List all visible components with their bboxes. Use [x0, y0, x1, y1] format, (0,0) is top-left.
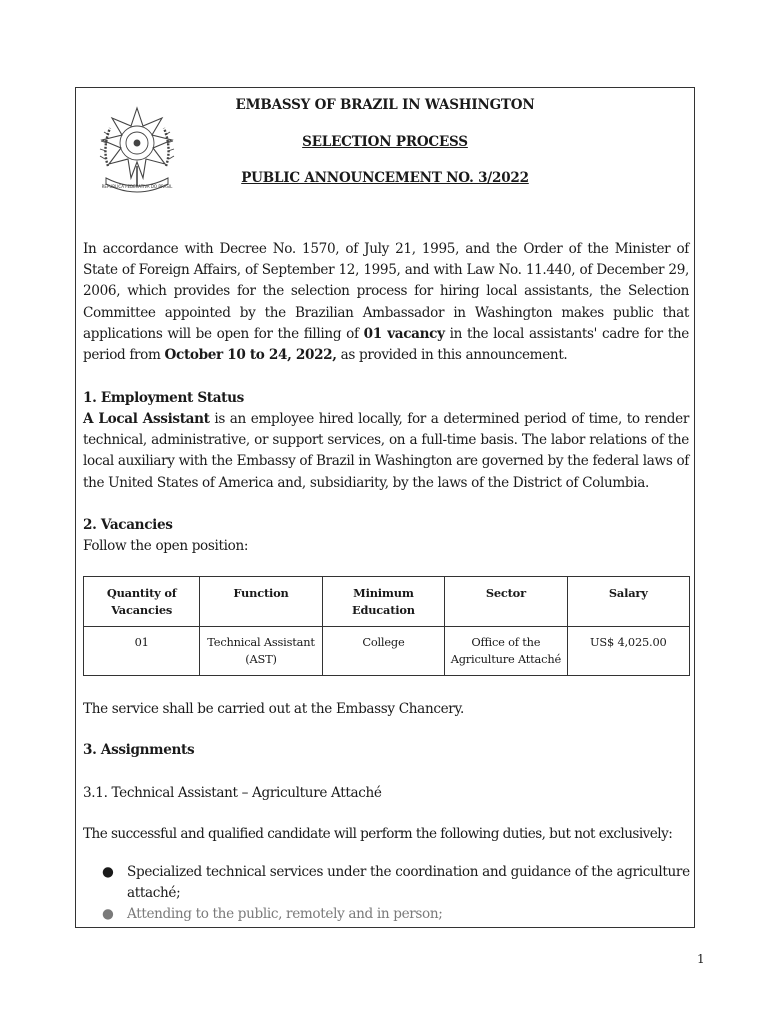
- seal-motto: REPUBLICA FEDERATIVA DO BRASIL: [101, 184, 173, 189]
- cell-salary: US$ 4,025.00: [567, 627, 689, 676]
- vacancies-subtitle: Follow the open position:: [83, 538, 249, 554]
- employment-status-paragraph: A Local Assistant is an employee hired locally, for a determined period of time, to render technical, administrative, or support services, on a full-time basis. The labor relations of the local auxiliary with the Embassy of Brazil in Washington are governed by the federal laws of the United States of America and, subsidiarity, by the laws of the District of Columbia.: [83, 411, 689, 491]
- page-number: 1: [697, 952, 705, 966]
- col-sector: Sector: [445, 577, 567, 627]
- intro-paragraph: In accordance with Decree No. 1570, of July 21, 1995, and the Order of the Minister of State of Foreign Affairs, of September 12, 1995, and with Law No. 11.440, of December 29, 2006, which provides for the selection process for hiring local assistants, the Selection Committee appointed by the Brazilian Ambassador in Washington makes public that applications will be open for the filling of 01 vacancy in the local assistants' cadre for the period from October 10 to 24, 2022, as provided in this announcement.: [83, 241, 689, 364]
- duties-list: [100, 862, 690, 926]
- cell-education: College: [322, 627, 444, 676]
- col-quantity: Quantity of Vacancies: [84, 577, 200, 627]
- bullet-icon: ●: [102, 864, 114, 880]
- coat-of-arms-seal: [96, 104, 178, 194]
- subsection-3-1-heading: 3.1. Technical Assistant – Agriculture Attaché: [83, 785, 382, 801]
- cell-quantity: 01: [84, 627, 200, 676]
- embassy-title: EMBASSY OF BRAZIL IN WASHINGTON: [235, 97, 535, 113]
- section-2-heading: 2. Vacancies: [83, 517, 173, 533]
- list-item: ● Specialized technical services under the coordination and guidance of the agriculture attaché;: [102, 864, 690, 902]
- application-period: October 10 to 24, 2022,: [164, 347, 337, 364]
- service-location: The service shall be carried out at the Embassy Chancery.: [83, 701, 464, 717]
- table-header-row: [84, 577, 690, 627]
- list-item: ● Attending to the public, remotely and in person;: [100, 904, 690, 925]
- vacancy-count: 01 vacancy: [363, 325, 445, 342]
- local-assistant-term: A Local Assistant: [83, 411, 210, 427]
- cell-function: Technical Assistant (AST): [200, 627, 322, 676]
- section-3-heading: 3. Assignments: [83, 742, 195, 758]
- announcement-title: PUBLIC ANNOUNCEMENT NO. 3/2022: [241, 170, 529, 186]
- col-education: Minimum Education: [322, 577, 444, 627]
- cell-sector: Office of the Agriculture Attaché: [445, 627, 567, 676]
- selection-process-title: SELECTION PROCESS: [302, 134, 468, 150]
- col-salary: Salary: [567, 577, 689, 627]
- section-1-heading: 1. Employment Status: [83, 390, 244, 406]
- vacancies-table: [83, 576, 690, 676]
- duties-intro: The successful and qualified candidate will perform the following duties, but not exclusively:: [83, 826, 673, 842]
- col-function: Function: [200, 577, 322, 627]
- table-row: [84, 627, 690, 676]
- bullet-icon: ●: [102, 906, 114, 923]
